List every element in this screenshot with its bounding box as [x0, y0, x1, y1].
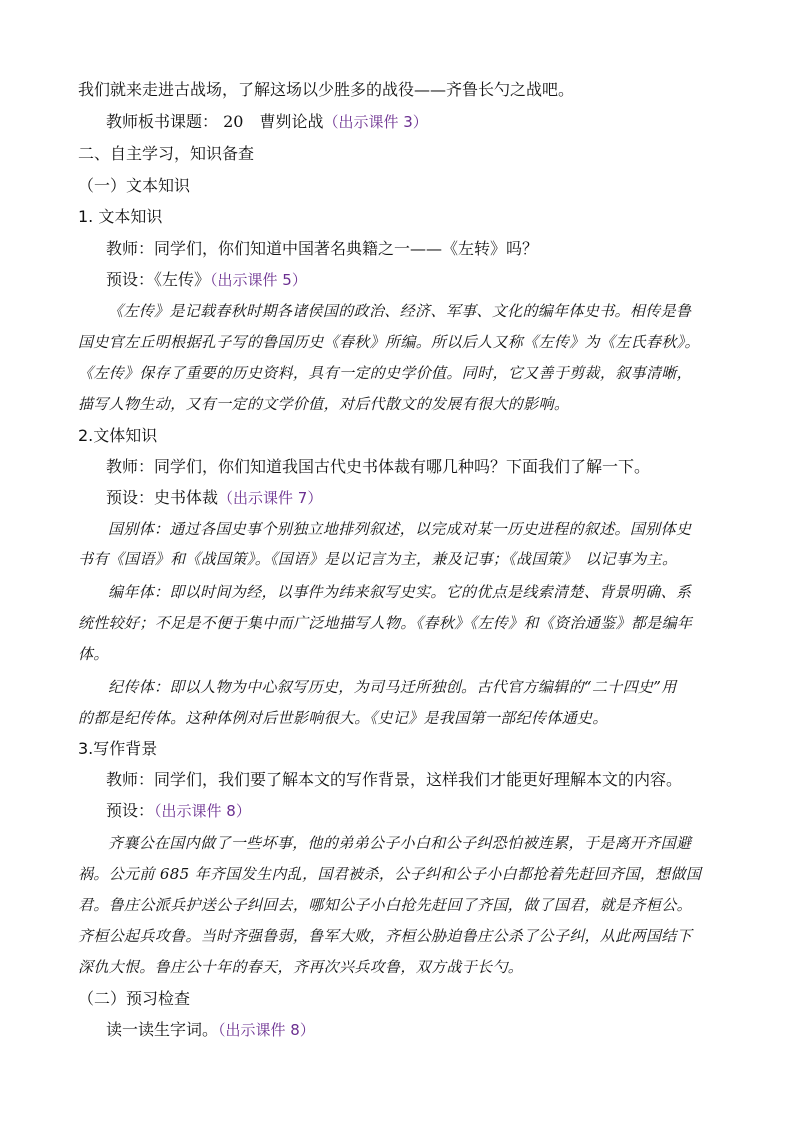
preset-answer-background: [106, 800, 794, 822]
courseware-reference: （出示课件 8）: [154, 802, 251, 820]
lesson-title-line: [106, 111, 794, 133]
item-heading-text-knowledge: 1. 文本知识: [78, 207, 163, 226]
jizhuanti-paragraph-line: 纪传体：即以人物为中心叙写历史，为司马迁所独创。古代官方编辑的“二十四史”用: [108, 678, 677, 696]
background-paragraph-line: 齐襄公在国内做了一些坏事，他的弟弟公子小白和公子纠恐怕被连累，于是离开齐国避: [108, 834, 692, 852]
subsection-heading-preview-check: （二）预习检查: [78, 989, 191, 1008]
biannianti-paragraph-line: 体。: [78, 645, 109, 663]
background-paragraph-line: 深仇大恨。鲁庄公十年的春天，齐再次兴兵攻鲁，双方战于长勺。: [78, 958, 524, 976]
courseware-reference: （出示课件 8）: [218, 1021, 315, 1039]
courseware-reference: （出示课件 7）: [218, 489, 323, 507]
preset-text: 预设：《左传》: [106, 270, 211, 289]
background-paragraph-line: 祸。公元前 685 年齐国发生内乱，国君被杀，公子纠和公子小白都抢着先赶回齐国，想做国: [78, 865, 702, 883]
teacher-question-zuozhuan: 教师：同学们，你们知道中国著名典籍之一——《左转》吗？: [106, 239, 539, 258]
read-vocabulary-line: [106, 1019, 794, 1041]
item-heading-writing-background: 3.写作背景: [78, 739, 158, 758]
preset-answer-zuozhuan: [106, 269, 794, 291]
biannianti-paragraph-line: 统性较好；不足是不便于集中而广泛地描写人物。《春秋》《左传》和《资治通鉴》都是编年: [78, 614, 693, 632]
jizhuanti-paragraph-line: 的都是纪传体。这种体例对后世影响很大。《史记》是我国第一部纪传体通史。: [78, 709, 608, 727]
zuozhuan-paragraph-line: 《左传》保存了重要的历史资料，具有一定的史学价值。同时，它又善于剪裁，叙事清晰，: [78, 364, 693, 382]
guobieti-paragraph-line: 书有《国语》和《战国策》。《国语》是以记言为主，兼及记事；《战国策》 以记事为主。: [78, 550, 678, 568]
biannianti-paragraph-line: 编年体：即以时间为经，以事件为纬来叙写史实。它的优点是线索清楚、背景明确、系: [108, 583, 692, 601]
subsection-heading-text-knowledge: （一）文本知识: [78, 176, 191, 195]
courseware-reference: （出示课件 3）: [323, 113, 428, 131]
section-heading-self-study: 二、自主学习，知识备查: [78, 144, 255, 163]
read-vocabulary-text: 读一读生字词。: [106, 1020, 219, 1039]
preset-text: 预设：: [106, 801, 155, 820]
zuozhuan-paragraph-line: 描写人物生动，又有一定的文学价值，对后代散文的发展有很大的影响。: [78, 395, 570, 413]
guobieti-paragraph-line: 国别体：通过各国史事个别独立地排列叙述，以完成对某一历史进程的叙述。国别体史: [108, 520, 692, 538]
zuozhuan-paragraph-line: 《左传》是记载春秋时期各诸侯国的政治、经济、军事、文化的编年体史书。相传是鲁: [108, 302, 692, 320]
preset-text: 预设：史书体裁: [106, 488, 219, 507]
teacher-question-genres: 教师：同学们，你们知道我国古代史书体裁有哪几种吗？下面我们了解一下。: [106, 457, 651, 476]
teacher-question-background: 教师：同学们，我们要了解本文的写作背景，这样我们才能更好理解本文的内容。: [106, 770, 683, 789]
background-paragraph-line: 君。鲁庄公派兵护送公子纠回去，哪知公子小白抢先赶回了齐国，做了国君，就是齐桓公。: [78, 896, 693, 914]
item-heading-genre-knowledge: 2.文体知识: [78, 426, 158, 445]
lesson-title-text: 教师板书课题： 20 曹刿论战: [106, 112, 324, 131]
intro-paragraph: 我们就来走进古战场，了解这场以少胜多的战役——齐鲁长勺之战吧。: [78, 80, 575, 99]
background-paragraph-line: 齐桓公起兵攻鲁。当时齐强鲁弱，鲁军大败，齐桓公胁迫鲁庄公杀了公子纠，从此两国结下: [78, 927, 693, 945]
courseware-reference: （出示课件 5）: [210, 271, 307, 289]
zuozhuan-paragraph-line: 国史官左丘明根据孔子写的鲁国历史《春秋》所编。所以后人又称《左传》为《左氏春秋》。: [78, 333, 700, 351]
preset-answer-genres: [106, 487, 794, 509]
